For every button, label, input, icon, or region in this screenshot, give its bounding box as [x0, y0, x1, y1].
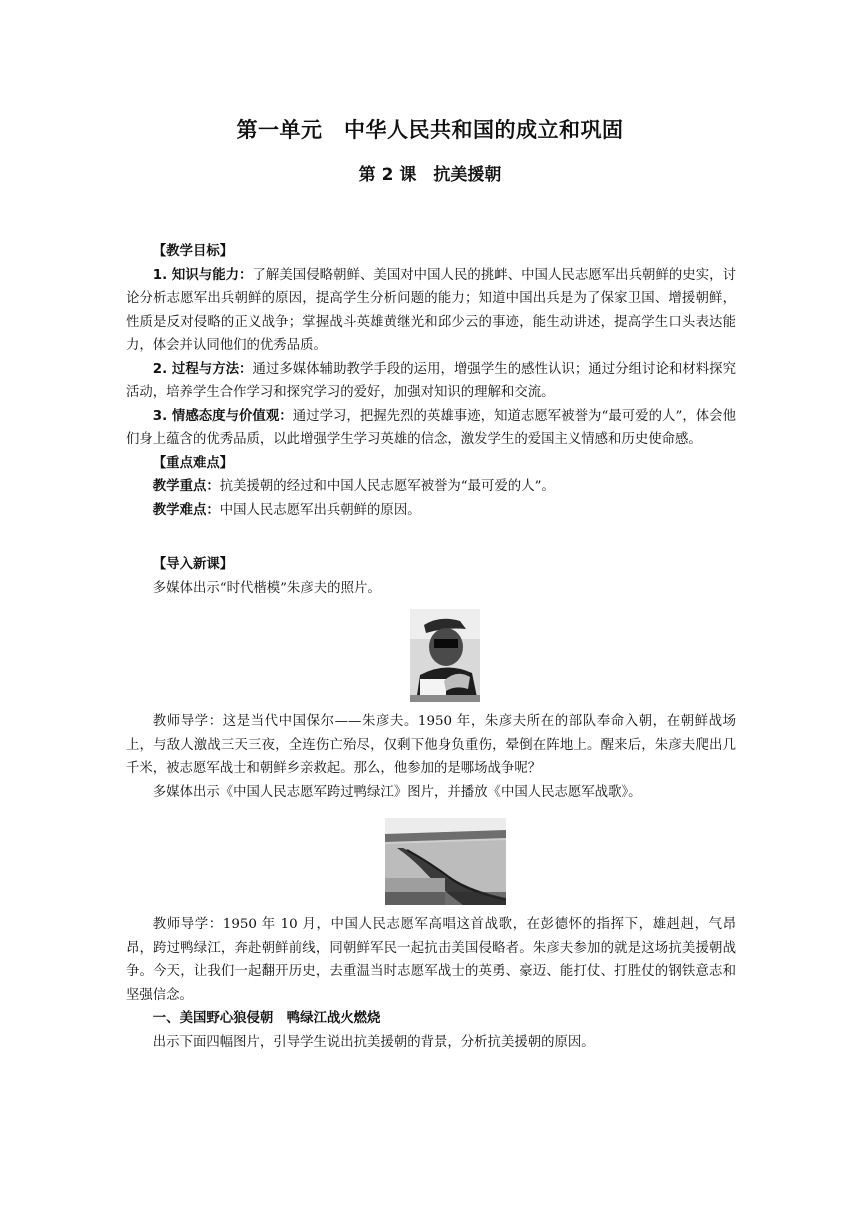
intro-section — [126, 553, 736, 600]
objective-process — [126, 358, 736, 405]
objective-values — [126, 405, 736, 452]
teaching-difficulty-label: 教学难点： — [152, 502, 220, 518]
objective-process-label: 2. 过程与方法： — [152, 361, 253, 377]
teaching-difficulty — [126, 499, 736, 523]
intro-guide-section — [126, 710, 736, 804]
objectives-section — [126, 240, 736, 522]
yalu-crossing-photo — [385, 818, 506, 905]
zhu-yanfu-photo — [410, 609, 480, 702]
objective-knowledge — [126, 264, 736, 358]
unit-title: 第一单元 中华人民共和国的成立和巩固 — [236, 118, 624, 142]
lesson-title: 第 2 课 抗美援朝 — [358, 165, 502, 185]
objective-values-label: 3. 情感态度与价值观： — [152, 408, 293, 424]
yalu-crossing-photo-image — [385, 818, 506, 905]
teacher-guide-2: 教师导学：1950 年 10 月，中国人民志愿军高唱这首战歌，在彭德怀的指挥下，雄赳赳，气昂昂，跨过鸭绿江，奔赴朝鲜前线，同朝鲜军民一起抗击美国侵略者。朱彦夫参加的就是这场抗美援朝战争。今天，让我们一起翻开历史，去重温当时志愿军战士的英勇、豪迈、能打仗、打胜仗的钢铁意志和坚强信念。 — [126, 917, 736, 1003]
zhu-yanfu-photo-image — [410, 609, 480, 702]
intro-heading: 【导入新课】 — [152, 557, 234, 572]
teaching-focus — [126, 475, 736, 499]
section-one-heading: 一、美国野心狼侵朝 鸭绿江战火燃烧 — [152, 1011, 381, 1026]
teacher-guide-1: 教师导学：这是当代中国保尔——朱彦夫。1950 年，朱彦夫所在的部队奉命入朝，在朝鲜战场上，与敌人激战三天三夜，全连伤亡殆尽，仅剩下他身负重伤，晕倒在阵地上。醒来后，朱彦夫爬出几千米，被志愿军战士和朝鲜乡亲救起。那么，他参加的是哪场战争呢？ — [126, 714, 736, 776]
teaching-focus-label: 教学重点： — [152, 479, 220, 494]
teaching-difficulty-text: 中国人民志愿军出兵朝鲜的原因。 — [219, 502, 421, 518]
key-points-heading: 【重点难点】 — [152, 455, 234, 471]
objective-knowledge-label: 1. 知识与能力： — [152, 267, 253, 283]
section-one-line: 出示下面四幅图片，引导学生说出抗美援朝的背景，分析抗美援朝的原因。 — [152, 1034, 595, 1050]
objective-process-text: 通过多媒体辅助教学手段的运用，增强学生的感性认识；通过分组讨论和材料探究活动，培养学生合作学习和探究学习的爱好，加强对知识的理解和交流。 — [126, 361, 736, 400]
teaching-focus-text: 抗美援朝的经过和中国人民志愿军被誉为“最可爱的人”。 — [219, 479, 555, 494]
section-one-block — [126, 913, 736, 1054]
objective-values-text: 通过学习，把握先烈的英雄事迹，知道志愿军被誉为“最可爱的人”，体会他们身上蕴含的优秀品质，以此增强学生学习英雄的信念，激发学生的爱国主义情感和历史使命感。 — [126, 408, 736, 447]
objectives-heading: 【教学目标】 — [152, 244, 234, 259]
objective-knowledge-text: 了解美国侵略朝鲜、美国对中国人民的挑衅、中国人民志愿军出兵朝鲜的史实，讨论分析志愿军出兵朝鲜的原因，提高学生分析问题的能力；知道中国出兵是为了保家卫国、增援朝鲜，性质是反对侵略的正义战争；掌握战斗英雄黄继光和邱少云的事迹，能生动讲述，提高学生口头表达能力，体会并认同他们的优秀品质。 — [126, 267, 736, 353]
intro-line-yalu: 多媒体出示《中国人民志愿军跨过鸭绿江》图片，并播放《中国人民志愿军战歌》。 — [152, 784, 642, 800]
intro-line-photo: 多媒体出示“时代楷模”朱彦夫的照片。 — [152, 580, 381, 596]
